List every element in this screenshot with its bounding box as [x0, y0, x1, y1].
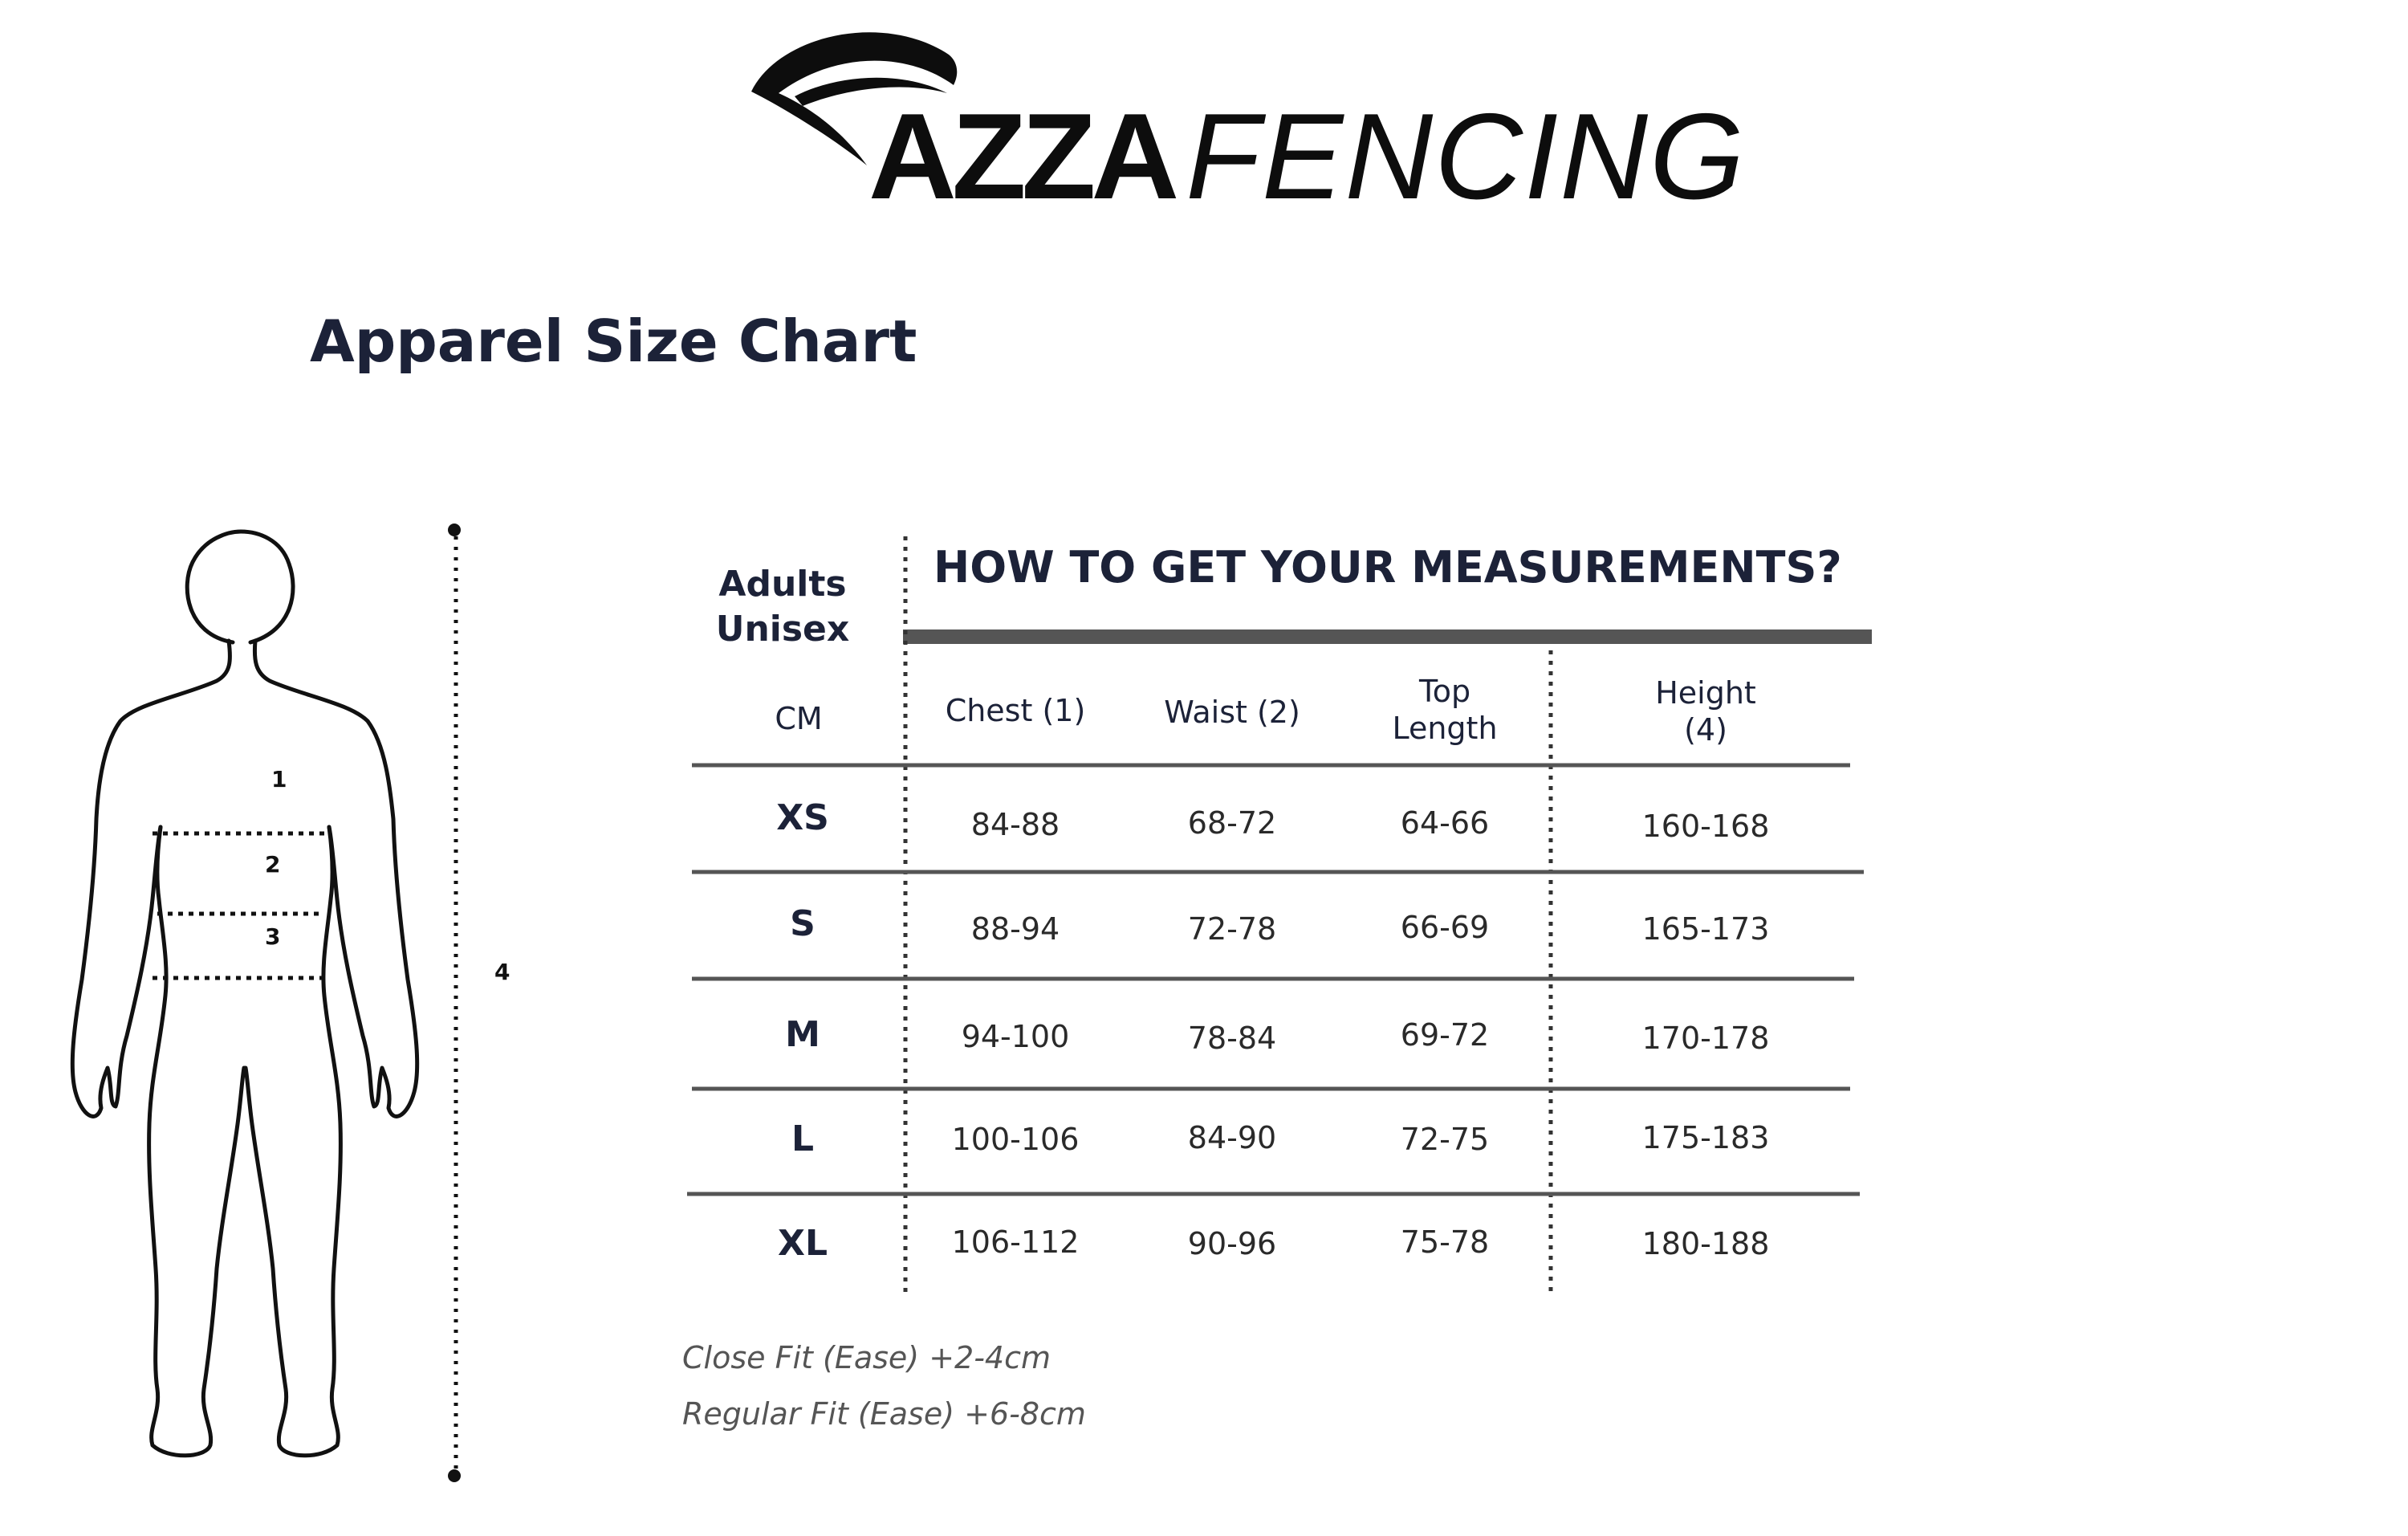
brand-logo [868, 88, 1747, 225]
table-cell: 78-84 [1187, 1021, 1277, 1056]
size-label: L [791, 1118, 815, 1159]
table-cell: 66-69 [1400, 910, 1490, 945]
fit-note-regular: Regular Fit (Ease) +6-8cm [682, 1396, 1086, 1432]
fit-note-close: Close Fit (Ease) +2-4cm [682, 1340, 1051, 1375]
logo-regular-text: FENCING [1186, 88, 1747, 225]
table-cell: 84-88 [970, 807, 1060, 842]
column-header-waist: Waist (2) [1164, 695, 1300, 730]
column-header-top: Top [1418, 674, 1471, 709]
table-cell: 84-90 [1187, 1120, 1277, 1155]
table-cell: 72-75 [1400, 1122, 1490, 1157]
unit-label: CM [775, 701, 823, 736]
table-cell: 90-96 [1187, 1226, 1277, 1261]
size-label: S [790, 903, 816, 944]
figure-label-waist: 2 [265, 851, 281, 878]
table-cell: 94-100 [961, 1019, 1070, 1054]
size-label: XS [776, 797, 829, 838]
table-cell: 175-183 [1641, 1120, 1770, 1155]
table-cell: 180-188 [1641, 1226, 1770, 1261]
table-cell: 75-78 [1400, 1224, 1490, 1260]
table-cell: 88-94 [970, 911, 1060, 947]
table-cell: 106-112 [951, 1224, 1080, 1260]
column-header-height-ref: (4) [1684, 712, 1727, 748]
table-cell: 64-66 [1400, 805, 1490, 841]
table-cell: 170-178 [1641, 1021, 1770, 1056]
table-cell: 160-168 [1641, 809, 1770, 844]
heading-bar [903, 629, 1872, 644]
page-title: Apparel Size Chart [310, 308, 917, 375]
human-body-outline-icon [48, 514, 530, 1485]
measurements-heading: HOW TO GET YOUR MEASUREMENTS? [934, 542, 1842, 593]
logo-bold-text: AZZA [868, 88, 1175, 225]
table-cell: 69-72 [1400, 1017, 1490, 1053]
table-cell: 72-78 [1187, 911, 1277, 947]
column-header-length: Length [1392, 711, 1498, 746]
table-cell: 100-106 [951, 1122, 1080, 1157]
size-label: XL [778, 1223, 828, 1264]
column-header-chest: Chest (1) [945, 693, 1086, 728]
figure-label-chest: 1 [271, 766, 287, 792]
size-label: M [785, 1014, 820, 1055]
table-cell: 68-72 [1187, 805, 1277, 841]
figure-label-hip: 3 [265, 923, 281, 950]
corner-label-unisex: Unisex [715, 609, 850, 650]
table-cell: 165-173 [1641, 911, 1770, 947]
corner-label-adults: Adults [718, 564, 847, 605]
column-header-height: Height [1655, 675, 1756, 711]
figure-label-height: 4 [494, 959, 510, 985]
